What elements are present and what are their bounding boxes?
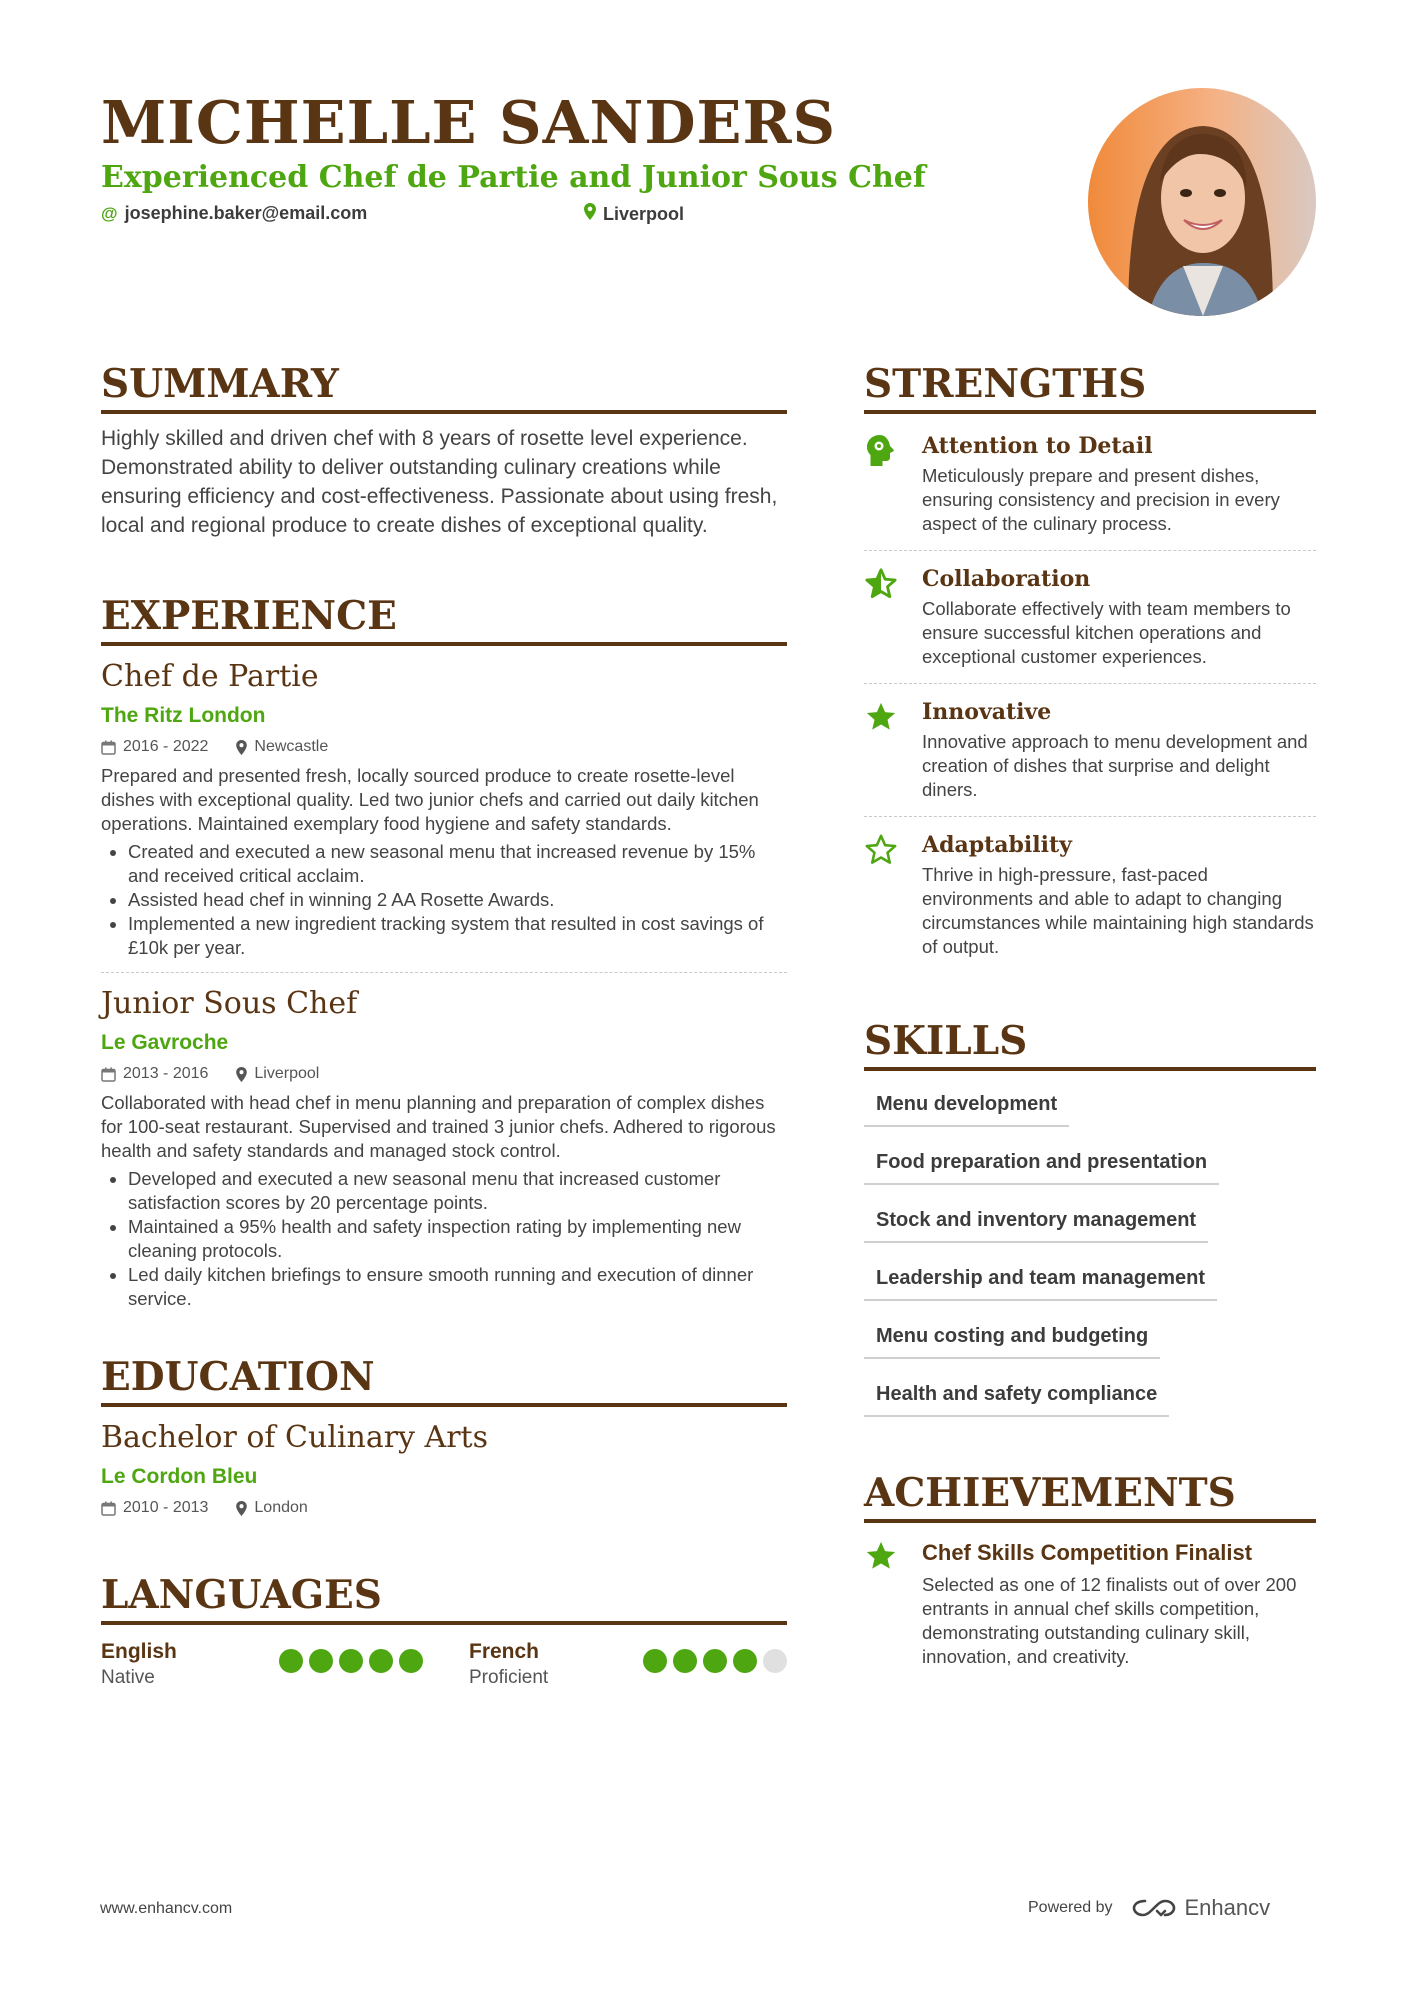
education-dates: 2010 - 2013	[123, 1499, 209, 1516]
language-level: Proficient	[469, 1667, 549, 1688]
rating-dot-filled	[733, 1649, 757, 1673]
map-pin-icon	[236, 740, 247, 755]
list-item: • Maintained a 95% health and safety inspection rating by implementing new cleaning protocols.	[128, 1215, 787, 1263]
skills-list	[864, 1085, 1316, 1433]
job-location: Newcastle	[254, 738, 329, 755]
right-column	[864, 360, 1316, 1669]
language-rating	[279, 1649, 423, 1691]
language-rating	[643, 1649, 787, 1691]
list-item: • Led daily kitchen briefings to ensure smooth running and execution of dinner service.	[128, 1263, 787, 1311]
job-role: Junior Sous Chef	[101, 986, 358, 1021]
rating-dot-empty	[763, 1649, 787, 1673]
job-entry	[101, 985, 787, 1311]
divider	[101, 972, 787, 973]
left-column	[101, 360, 787, 1691]
strength-text: Meticulously prepare and present dishes, ensuring consistency and precision in every aspect of the culinary process.	[922, 465, 1280, 534]
skill-tag: Leadership and team management	[864, 1259, 1217, 1301]
job-dates: 2013 - 2016	[123, 1065, 209, 1082]
education-meta	[101, 1497, 787, 1519]
rating-dot-filled	[369, 1649, 393, 1673]
strength-item	[864, 414, 1316, 550]
skill-tag: Stock and inventory management	[864, 1201, 1208, 1243]
job-dates: 2016 - 2022	[123, 738, 209, 755]
job-company: Le Gavroche	[101, 1031, 229, 1054]
rating-dot-filled	[703, 1649, 727, 1673]
rating-dot-filled	[673, 1649, 697, 1673]
map-pin-icon	[236, 1067, 247, 1082]
profile-photo	[1088, 88, 1316, 316]
job-meta	[101, 1063, 787, 1085]
languages-list	[101, 1639, 787, 1691]
powered-by-text: Powered by	[1028, 1899, 1113, 1916]
footer-website[interactable]: www.enhancv.com	[100, 1900, 233, 1917]
language-level: Native	[101, 1667, 155, 1688]
head-brain-icon	[864, 432, 904, 536]
email-text: josephine.baker@email.com	[124, 203, 368, 223]
list-item: • Created and executed a new seasonal menu that increased revenue by 15% and received critical acclaim.	[128, 840, 787, 888]
rating-dot-filled	[309, 1649, 333, 1673]
summary-heading: SUMMARY	[101, 360, 787, 414]
skills-heading: SKILLS	[864, 1017, 1316, 1071]
map-pin-icon	[236, 1501, 247, 1516]
calendar-icon	[101, 1067, 116, 1082]
language-item	[469, 1639, 787, 1691]
calendar-icon	[101, 740, 116, 755]
job-company: The Ritz London	[101, 704, 266, 727]
map-pin-icon	[584, 203, 596, 225]
job-location: Liverpool	[254, 1065, 320, 1082]
achievement-item	[864, 1539, 1316, 1669]
strength-title: Attention to Detail	[922, 433, 1153, 459]
strength-text: Collaborate effectively with team members to ensure successful kitchen operations and exceptional customer experiences.	[922, 598, 1291, 667]
strengths-heading: STRENGTHS	[864, 360, 1316, 414]
summary-text: Highly skilled and driven chef with 8 years of rosette level experience. Demonstrated ability to deliver outstanding culinary creations while ensuring efficiency and cost-effectiveness. Passionate about using fresh, local and regional produce to create dishes of exceptional quality.	[101, 427, 778, 537]
star-filled-icon	[864, 1539, 904, 1669]
brand-logo	[1131, 1895, 1271, 1921]
achievement-text: Selected as one of 12 finalists out of over 200 entrants in annual chef skills competition, demonstrating outstanding culinary skill, innovation, and creativity.	[922, 1574, 1297, 1667]
skill-tag: Menu costing and budgeting	[864, 1317, 1160, 1359]
strength-title: Collaboration	[922, 566, 1091, 592]
achievement-title: Chef Skills Competition Finalist	[922, 1540, 1253, 1565]
contact-email[interactable]	[101, 203, 367, 224]
list-item: • Implemented a new ingredient tracking system that resulted in cost savings of £10k per year.	[128, 912, 787, 960]
school-name: Le Cordon Bleu	[101, 1465, 258, 1488]
strength-title: Innovative	[922, 699, 1052, 725]
at-icon: @	[101, 203, 118, 223]
rating-dot-filled	[279, 1649, 303, 1673]
degree-title: Bachelor of Culinary Arts	[101, 1420, 488, 1455]
job-bullets	[101, 840, 787, 960]
star-half-icon	[864, 565, 904, 669]
strength-item	[864, 551, 1316, 683]
footer-brand[interactable]	[1028, 1895, 1270, 1921]
star-outline-icon	[864, 831, 904, 959]
education-heading: EDUCATION	[101, 1353, 787, 1407]
strength-text: Thrive in high-pressure, fast-paced environments and able to adapt to changing circumstances while maintaining high standards of output.	[922, 864, 1314, 957]
achievements-heading: ACHIEVEMENTS	[864, 1469, 1316, 1523]
strength-title: Adaptability	[922, 832, 1072, 858]
language-item	[101, 1639, 469, 1691]
education-location: London	[254, 1499, 308, 1516]
language-name: French	[469, 1640, 540, 1663]
strength-item	[864, 684, 1316, 816]
strength-text: Innovative approach to menu development and creation of dishes that surprise and delight diners.	[922, 731, 1308, 800]
rating-dot-filled	[643, 1649, 667, 1673]
enhancv-logo-icon	[1131, 1896, 1177, 1920]
location-text: Liverpool	[603, 203, 685, 224]
skill-tag: Health and safety compliance	[864, 1375, 1169, 1417]
star-filled-icon	[864, 698, 904, 802]
job-bullets	[101, 1167, 787, 1311]
job-description: Collaborated with head chef in menu planning and preparation of complex dishes for 100-seat restaurant. Supervised and trained 3 junior chefs. Adhered to rigorous health and safety standards and managed stock control.	[101, 1092, 776, 1161]
education-entry	[101, 1419, 787, 1519]
skill-tag: Menu development	[864, 1085, 1069, 1127]
calendar-icon	[101, 1501, 116, 1516]
job-meta	[101, 736, 787, 758]
list-item: • Developed and executed a new seasonal menu that increased customer satisfaction scores by 20 percentage points.	[128, 1167, 787, 1215]
job-role: Chef de Partie	[101, 659, 319, 694]
job-description: Prepared and presented fresh, locally sourced produce to create rosette-level dishes with exceptional quality. Led two junior chefs and carried out daily kitchen operations. Maintained exemplary food hygiene and safety standards.	[101, 765, 759, 834]
contact-location	[584, 203, 684, 225]
list-item: • Assisted head chef in winning 2 AA Rosette Awards.	[128, 888, 787, 912]
experience-heading: EXPERIENCE	[101, 592, 787, 646]
language-name: English	[101, 1640, 177, 1663]
strength-item	[864, 817, 1316, 973]
brand-name: Enhancv	[1184, 1895, 1271, 1920]
languages-heading: LANGUAGES	[101, 1571, 787, 1625]
candidate-name: MICHELLE SANDERS	[101, 88, 837, 157]
rating-dot-filled	[399, 1649, 423, 1673]
job-entry	[101, 658, 787, 960]
candidate-title: Experienced Chef de Partie and Junior Sous Chef	[101, 160, 926, 195]
rating-dot-filled	[339, 1649, 363, 1673]
skill-tag: Food preparation and presentation	[864, 1143, 1219, 1185]
